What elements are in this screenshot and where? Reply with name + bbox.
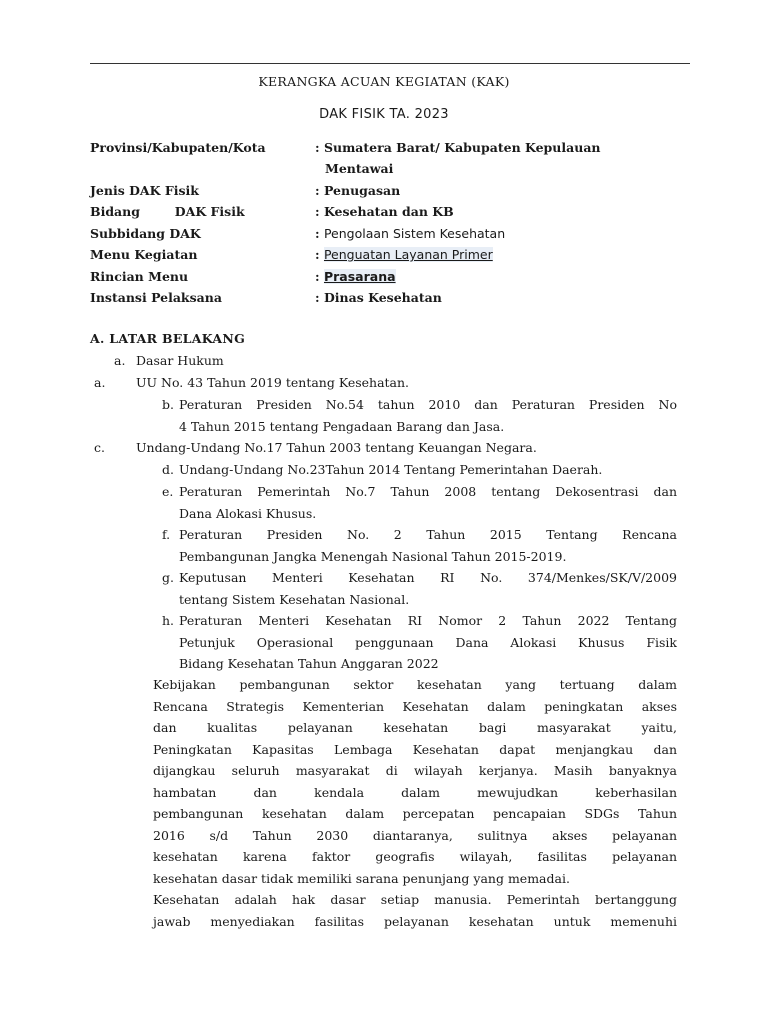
ident-value: : Dinas Kesehatan: [315, 290, 442, 305]
list-marker: c.: [94, 440, 105, 455]
document-title: KERANGKA ACUAN KEGIATAN (KAK): [258, 74, 510, 89]
ident-label: Subbidang DAK: [90, 226, 201, 241]
field-link[interactable]: Penguatan Layanan Primer: [323, 247, 493, 262]
ident-label: Bidang DAK Fisik: [90, 204, 245, 219]
ident-label: Rincian Menu: [90, 269, 189, 284]
document-page: KERANGKA ACUAN KEGIATAN (KAK) DAK FISIK TA. 2023 Provinsi/Kabupaten/Kota : Sumatera Barat/ Kabupaten Kepulauan Mentawai Jenis DAK Fisik : Penugasan Bidang DAK Fisik : Kesehatan dan KB Subbidang DAK : Pengolaan Sistem Kesehatan Menu Kegiatan : Penguatan Layanan Primer Rincian Menu : Prasarana Instansi Pelaksana : Dinas Kesehatan A. LATAR BELAKANG a. Dasar Hukum a. UU No. 43 Tahun 2019 tentang Kesehatan. b. Peraturan Presiden No.54 tahun 2010 dan Peraturan Presiden No 4 Tahun 2015 tentang Pengadaan Barang dan Jasa. c. Undang-Undang No.17 Tahun 2003 tentang Keuangan Negara. d. Undang-Undang No.23Tahun 2014 Tentang Pemerintahan Daerah. e. Peraturan Pemerintah No.7 Tahun 2008 tentang Dekosentrasi dan Dana Alokasi Khusus. f. Peraturan Presiden No. 2 Tahun 2015 Tentang Rencana Pembangunan Jangka Menengah Nasional Tahun 2015-2019. g. Keputusan Menteri Kesehatan RI No. 374/Menkes/SK/V/2009 tentang Sistem Kesehatan Nasional. h. Peraturan Menteri Kesehatan RI Nomor 2 Tahun 2022 Tentang Petunjuk Operasional penggunaan Dana Alokasi Khusus Fisik Bidang Kesehatan Tahun Anggaran 2022 Kebijakan pembangunan sektor kesehatan yang tertuang dalam Rencana Strategis Kementerian Kesehatan dalam peningkatan akses dan kualitas pelayanan kesehatan bagi masyarakat yaitu, Peningkatan Kapasitas Lembaga Kesehatan dapat menjangkau dan dijangkau seluruh masyarakat di wilayah kerjanya. Masih banyaknya hambatan dan kendala dalam mewujudkan keberhasilan pembangunan kesehatan dalam percepatan pencapaian SDGs Tahun 2016 s/d Tahun 2030 diantaranya, sulitnya akses pelayanan kesehatan karena faktor geografis wilayah, fasilitas pelayanan kesehatan dasar tidak memiliki sarana penunjang yang memadai. Kesehatan adalah hak dasar setiap manusia. Pemerintah bertanggung jawab menyediakan fasilitas pelayanan kesehatan untuk memenuhi: [0, 0, 768, 1024]
ident-label: Menu Kegiatan: [90, 247, 198, 262]
paragraph: Kesehatan adalah hak dasar setiap manusia. Pemerintah bertanggung jawab menyediakan fasilitas pelayanan kesehatan untuk memenuhi: [153, 892, 677, 929]
header-rule: [90, 63, 690, 64]
ident-label: Jenis DAK Fisik: [90, 183, 199, 198]
section-heading: A. LATAR BELAKANG: [90, 331, 246, 346]
ident-value: : Prasarana: [315, 269, 396, 284]
field-link[interactable]: Prasarana: [323, 269, 396, 284]
ident-value: : Kesehatan dan KB: [315, 204, 454, 219]
ident-value: : Pengolaan Sistem Kesehatan: [315, 226, 506, 241]
list-marker: a.: [94, 375, 106, 390]
list-item: Undang-Undang No.17 Tahun 2003 tentang Keuangan Negara.: [136, 440, 537, 455]
document-subtitle: DAK FISIK TA. 2023: [319, 107, 449, 122]
ident-value: : Penguatan Layanan Primer: [315, 247, 493, 262]
ident-label: Provinsi/Kabupaten/Kota: [90, 140, 266, 155]
ident-value: : Penugasan: [315, 183, 401, 198]
ident-label: Instansi Pelaksana: [90, 290, 222, 305]
paragraph: Kebijakan pembangunan sektor kesehatan yang tertuang dalam Rencana Strategis Kementerian Kesehatan dalam peningkatan akses dan kualitas pelayanan kesehatan bagi masyarakat yaitu, Peningkatan Kapasitas Lembaga Kesehatan dapat menjangkau dan dijangkau seluruh masyarakat di wilayah kerjanya. Masih banyaknya hambatan dan kendala dalam mewujudkan keberhasilan pembangunan kesehatan dalam percepatan pencapaian SDGs Tahun 2016 s/d Tahun 2030 diantaranya, sulitnya akses pelayanan kesehatan karena faktor geografis wilayah, fasilitas pelayanan kesehatan dasar tidak memiliki sarana penunjang yang memadai.: [153, 677, 677, 886]
list-item: UU No. 43 Tahun 2019 tentang Kesehatan.: [136, 375, 410, 390]
list-marker: a.: [114, 353, 126, 368]
list-item: Dasar Hukum: [136, 353, 224, 368]
ident-value: : Sumatera Barat/ Kabupaten Kepulauan Mentawai: [315, 140, 601, 176]
